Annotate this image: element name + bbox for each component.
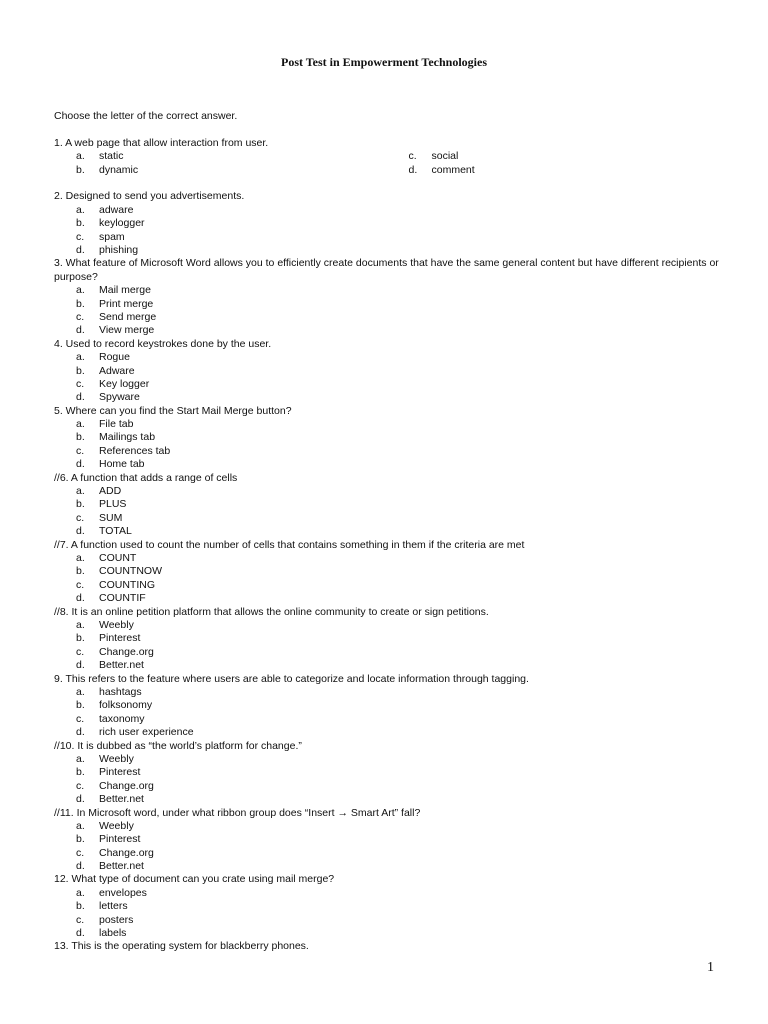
question-text: //10. It is dubbed as “the world’s platform for change.” <box>54 739 302 752</box>
option-text: File tab <box>99 418 134 431</box>
question <box>54 807 719 874</box>
option <box>54 847 719 860</box>
option <box>54 780 719 793</box>
option-letter: a. <box>76 819 85 832</box>
option <box>54 632 719 645</box>
option-letter: d. <box>76 324 85 337</box>
option-text: COUNTIF <box>99 592 146 605</box>
option-letter: d. <box>76 927 85 940</box>
option-text: COUNT <box>99 552 137 565</box>
option-letter: c. <box>76 230 85 243</box>
option-letter: d. <box>76 458 85 471</box>
option-letter: c. <box>76 377 85 390</box>
option-text: posters <box>99 913 134 926</box>
option-letter: c. <box>76 310 85 323</box>
option <box>54 820 719 833</box>
option-letter: a. <box>76 418 85 431</box>
option-letter: b. <box>76 833 85 846</box>
option-letter: a. <box>76 619 85 631</box>
options-list <box>54 887 719 941</box>
question <box>54 472 719 539</box>
options-column-right <box>387 150 720 177</box>
option <box>54 860 719 873</box>
option-letter: a. <box>76 685 85 698</box>
option <box>54 726 719 739</box>
option <box>54 351 719 364</box>
option-letter: d. <box>76 726 85 739</box>
option-text: Spyware <box>99 391 140 404</box>
option-text: folksonomy <box>99 699 153 712</box>
question <box>54 257 719 337</box>
option <box>54 887 719 900</box>
option <box>387 150 720 163</box>
option <box>54 699 719 712</box>
question-text: 3. What feature of Microsoft Word allows you to efficiently create documents that have the same general content but have different recipients or purpose? <box>54 257 719 283</box>
option-letter: d. <box>76 659 85 672</box>
question-text: 5. Where can you find the Start Mail Merge button? <box>54 404 292 417</box>
option-text: spam <box>99 230 125 243</box>
question-1 <box>54 137 719 177</box>
option-letter: b. <box>76 766 85 779</box>
option-letter: b. <box>76 498 85 511</box>
option-letter: b. <box>76 900 85 913</box>
option <box>54 833 719 846</box>
question <box>54 405 719 472</box>
option-letter: d. <box>76 243 85 256</box>
page-title: Post Test in Empowerment Technologies <box>280 55 487 69</box>
option <box>54 150 387 163</box>
option <box>54 378 719 391</box>
option <box>54 498 719 511</box>
option-text: Send merge <box>99 310 157 323</box>
option-text: Better.net <box>99 860 144 873</box>
options-list <box>54 753 719 807</box>
option-text: envelopes <box>99 886 147 899</box>
option-letter: a. <box>76 485 85 498</box>
option <box>54 619 719 632</box>
options-list <box>54 820 719 874</box>
option <box>54 311 719 324</box>
option-text: Change.org <box>99 779 154 792</box>
option <box>54 164 387 177</box>
option <box>54 244 719 257</box>
option <box>54 552 719 565</box>
test-content <box>54 110 719 954</box>
option-letter: c. <box>76 578 85 591</box>
option-letter: a. <box>76 284 85 297</box>
question-text: 2. Designed to send you advertisements. <box>54 190 245 203</box>
option <box>54 753 719 766</box>
option-text: COUNTNOW <box>99 565 162 578</box>
options-column-left <box>54 150 387 177</box>
option <box>54 284 719 297</box>
option-letter: d. <box>76 525 85 538</box>
option <box>54 485 719 498</box>
option-letter: c. <box>76 913 85 926</box>
option-letter: b. <box>76 217 85 230</box>
option-text: Adware <box>99 364 135 377</box>
option <box>54 431 719 444</box>
option-letter: d. <box>76 391 85 404</box>
option-letter: c. <box>76 846 85 859</box>
option-text: rich user experience <box>99 726 194 739</box>
option-text: Better.net <box>99 793 144 806</box>
option <box>54 512 719 525</box>
option <box>54 298 719 311</box>
option-text: Home tab <box>99 458 145 471</box>
question <box>54 940 719 953</box>
option-text: Pinterest <box>99 833 141 846</box>
option-text: Change.org <box>99 846 154 859</box>
option-letter: b. <box>76 431 85 444</box>
option-text: References tab <box>99 444 171 457</box>
option-text: Mail merge <box>99 284 151 297</box>
option-letter: c. <box>76 511 85 524</box>
option-text: PLUS <box>99 498 127 511</box>
option-text: keylogger <box>99 217 145 230</box>
option-letter: c. <box>76 712 85 725</box>
option-letter: b. <box>76 565 85 578</box>
option-text: Weebly <box>99 619 134 631</box>
options-list <box>54 351 719 405</box>
option-letter: d. <box>76 793 85 806</box>
option-letter: d. <box>76 860 85 873</box>
option <box>54 418 719 431</box>
option <box>54 391 719 404</box>
option-text: Change.org <box>99 645 154 658</box>
option <box>387 164 720 177</box>
option <box>54 445 719 458</box>
option-text: taxonomy <box>99 712 145 725</box>
question <box>54 740 719 807</box>
question-list <box>54 190 719 953</box>
option-letter: c. <box>76 645 85 658</box>
question <box>54 673 719 740</box>
question-text: //8. It is an online petition platform that allows the online community to create or sign petitions. <box>54 605 489 618</box>
option-letter: b. <box>76 632 85 645</box>
option-text: Better.net <box>99 659 144 672</box>
question-text: 9. This refers to the feature where users are able to categorize and locate information through tagging. <box>54 672 529 685</box>
options-list <box>54 552 719 606</box>
option-text: phishing <box>99 243 139 256</box>
option <box>54 324 719 337</box>
question-text: //11. In Microsoft word, under what ribbon group does “Insert → Smart Art” fall? <box>54 806 421 819</box>
option-text: COUNTING <box>99 578 155 591</box>
option <box>54 659 719 672</box>
option-text: Weebly <box>99 752 134 765</box>
option-text: dynamic <box>99 163 139 176</box>
option <box>54 900 719 913</box>
option-letter: b. <box>76 297 85 310</box>
option-text: labels <box>99 927 127 940</box>
option-letter: c. <box>76 444 85 457</box>
option-text: letters <box>99 900 128 913</box>
option-letter: d. <box>76 592 85 605</box>
question-text: //6. A function that adds a range of cells <box>54 471 238 484</box>
option-letter: d. <box>408 163 418 176</box>
option <box>54 231 719 244</box>
options-list <box>54 284 719 338</box>
option-text: Mailings tab <box>99 431 156 444</box>
question-text: 12. What type of document can you crate using mail merge? <box>54 873 335 886</box>
option-text: Print merge <box>99 297 154 310</box>
option-text: adware <box>99 203 134 216</box>
question <box>54 338 719 405</box>
option <box>54 525 719 538</box>
option-text: View merge <box>99 324 155 337</box>
option <box>54 914 719 927</box>
question <box>54 873 719 940</box>
option-letter: b. <box>76 364 85 377</box>
question-text: //7. A function used to count the number of cells that contains something in them if the criteria are met <box>54 538 525 551</box>
option-letter: a. <box>76 203 85 216</box>
question-text: 13. This is the operating system for blackberry phones. <box>54 940 309 953</box>
question <box>54 606 719 673</box>
option-text: Pinterest <box>99 766 141 779</box>
options-list <box>54 619 719 673</box>
option-text: Pinterest <box>99 632 141 645</box>
option-text: static <box>99 150 124 163</box>
options-list <box>54 418 719 472</box>
option-text: comment <box>431 163 475 176</box>
option <box>54 766 719 779</box>
question-text: 1. A web page that allow interaction from user. <box>54 136 269 149</box>
option-text: SUM <box>99 511 123 524</box>
option-text: Weebly <box>99 819 134 832</box>
option-letter: b. <box>76 163 85 176</box>
option-letter: c. <box>408 150 417 163</box>
option <box>54 458 719 471</box>
option-letter: a. <box>76 552 85 565</box>
option-text: Key logger <box>99 377 150 390</box>
option <box>54 686 719 699</box>
option <box>54 365 719 378</box>
option <box>54 204 719 217</box>
option-text: TOTAL <box>99 525 132 538</box>
option <box>54 713 719 726</box>
options-list <box>54 485 719 539</box>
question <box>54 539 719 606</box>
option-letter: a. <box>76 351 85 364</box>
options-list <box>54 204 719 258</box>
page-number: 1 <box>707 960 714 975</box>
option-text: social <box>431 150 459 163</box>
option <box>54 646 719 659</box>
option-text: Rogue <box>99 351 130 364</box>
option-letter: b. <box>76 699 85 712</box>
option-letter: c. <box>76 779 85 792</box>
option <box>54 565 719 578</box>
option-text: ADD <box>99 485 122 498</box>
option <box>54 793 719 806</box>
instructions: Choose the letter of the correct answer. <box>54 110 238 122</box>
options-list <box>54 686 719 740</box>
question-text: 4. Used to record keystrokes done by the user. <box>54 337 272 350</box>
question <box>54 190 719 257</box>
option-letter: a. <box>76 150 85 163</box>
option-letter: a. <box>76 886 85 899</box>
option <box>54 592 719 605</box>
option <box>54 927 719 940</box>
option-letter: a. <box>76 752 85 765</box>
option <box>54 217 719 230</box>
option <box>54 579 719 592</box>
options-two-column <box>54 150 719 177</box>
option-text: hashtags <box>99 685 142 698</box>
